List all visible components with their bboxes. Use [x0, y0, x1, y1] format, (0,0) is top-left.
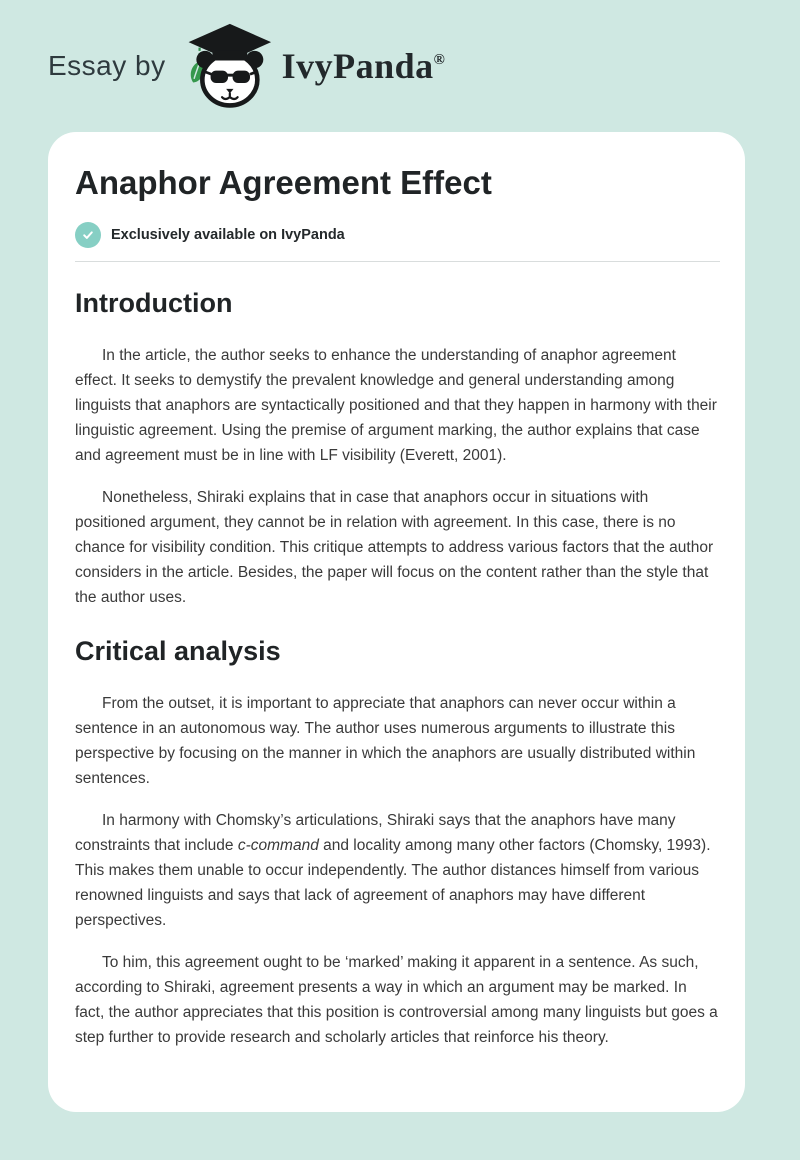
registered-mark: ®: [433, 52, 446, 68]
paragraph: To him, this agreement ought to be ‘marked’ making it apparent in a sentence. As such, according to Shiraki, agreement presents a way in which an argument may be marked. In fact, the author appreciates that this position is controversial among many linguists but goes a step further to provide research and scholarly articles that reinforce his theory.: [75, 954, 718, 1046]
exclusive-badge-label: Exclusively available on IvyPanda: [111, 227, 345, 243]
ivypanda-logo[interactable]: [182, 22, 446, 110]
paragraph-text: In harmony with Chomsky’s articulations, Shiraki says that the anaphors have many constraints that include: [75, 812, 676, 854]
paragraph: Nonetheless, Shiraki explains that in case that anaphors occur in situations with positioned argument, they cannot be in relation with agreement. In this case, there is no chance for visibility condition. This critique attempts to address various factors that the author considers in the article. Besides, the paper will focus on the content rather than the style that the author uses.: [75, 489, 714, 606]
panda-graduate-icon: [182, 22, 274, 110]
section-heading-introduction: Introduction: [75, 288, 233, 318]
italic-term: c-command: [237, 837, 319, 854]
divider: [75, 261, 720, 262]
essay-title: Anaphor Agreement Effect: [75, 164, 492, 201]
essay-card: [48, 132, 745, 1112]
check-icon: [75, 222, 101, 248]
paragraph: In the article, the author seeks to enhance the understanding of anaphor agreement effect. It seeks to demystify the prevalent knowledge and general understanding among linguists that anaphors are syntactically positioned and that they happen in harmony with their linguistic agreement. Using the premise of argument marking, the author explains that case and agreement must be in line with LF visibility (Everett, 2001).: [75, 347, 717, 464]
brand-wordmark: [282, 45, 446, 87]
paragraph: [75, 808, 720, 933]
exclusive-badge: [75, 222, 720, 248]
paragraph: From the outset, it is important to appreciate that anaphors can never occur within a sentence in an autonomous way. The author uses numerous arguments to illustrate this perspective by focusing on the manner in which the anaphors are usually distributed within sentences.: [75, 695, 696, 787]
essay-by-label: Essay by: [48, 50, 166, 81]
section-heading-critical-analysis: Critical analysis: [75, 636, 281, 666]
site-header: [0, 0, 800, 132]
brand-text: IvyPanda: [281, 46, 434, 86]
paragraph-text: and locality among many other factors (Chomsky, 1993). This makes them unable to occur independently. The author distances himself from various renowned linguists and says that lack of agreement of anaphors may have different perspectives.: [75, 837, 711, 929]
